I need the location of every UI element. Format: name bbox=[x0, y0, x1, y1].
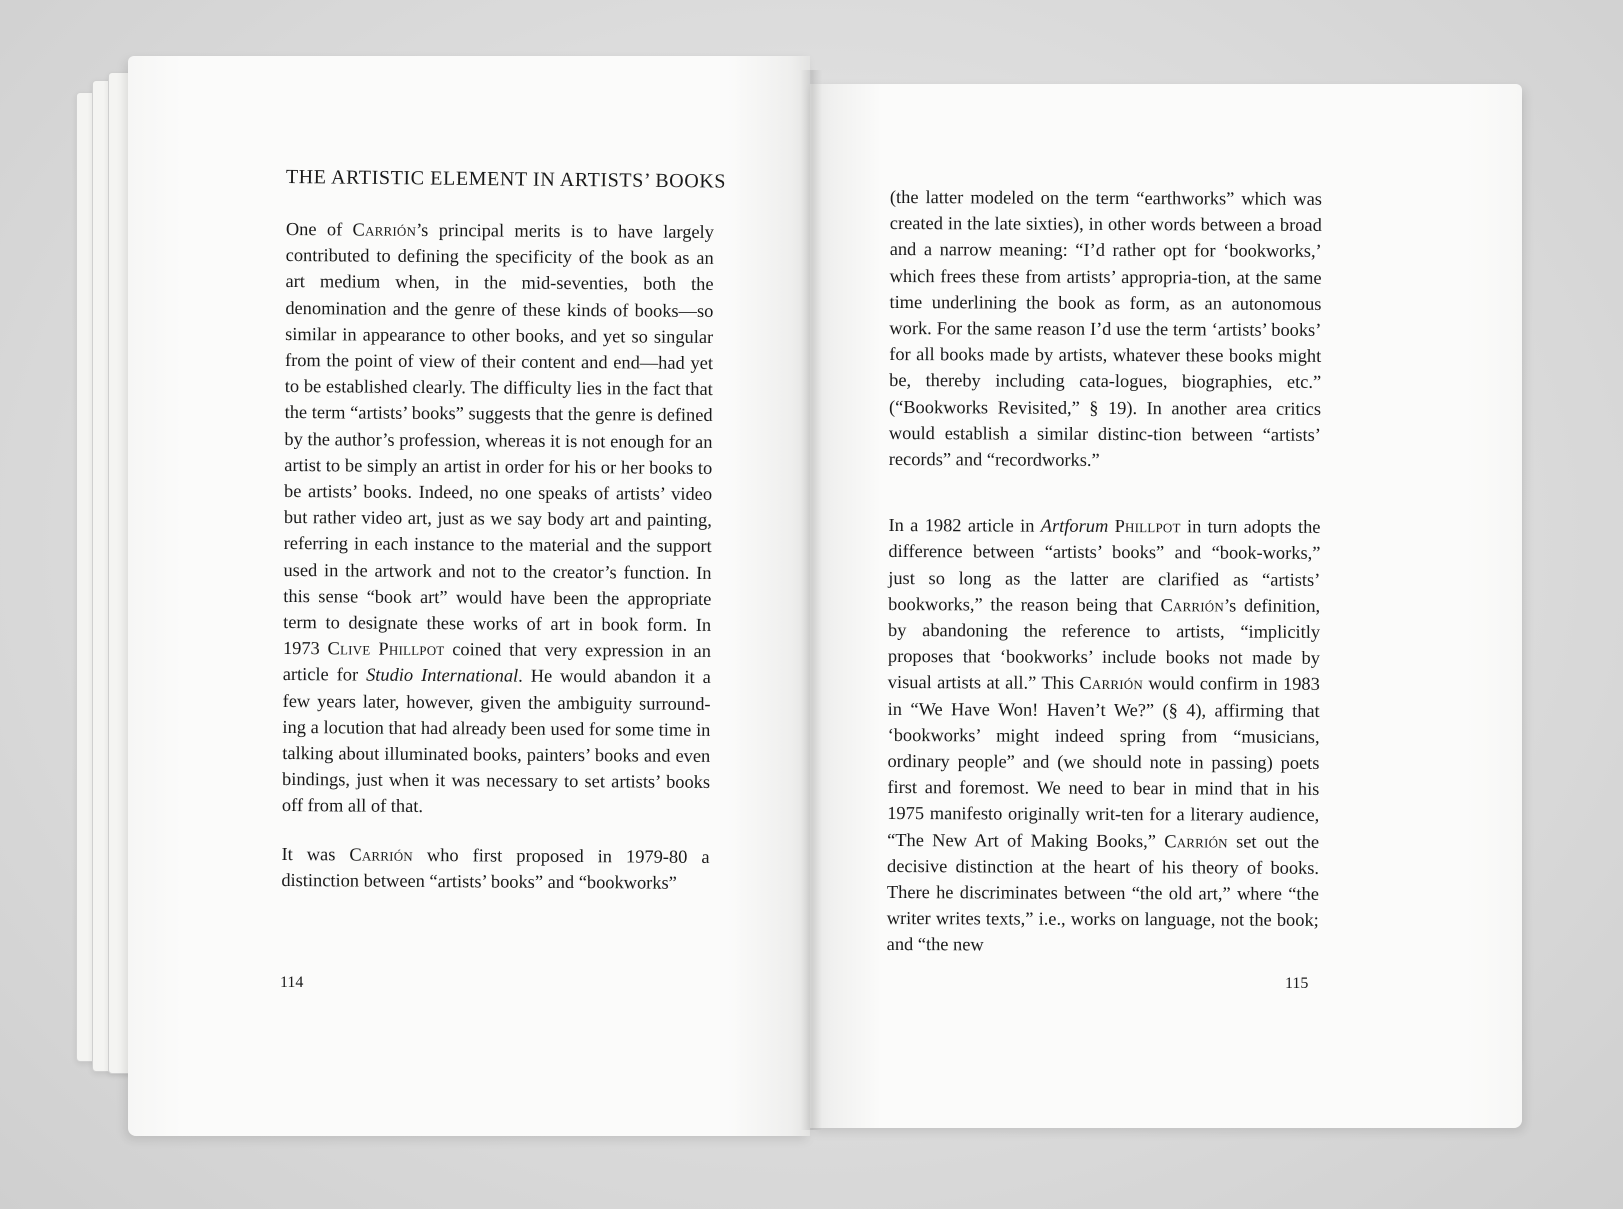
right-page bbox=[810, 84, 1522, 1128]
book-gutter bbox=[800, 70, 822, 1130]
paragraph bbox=[281, 841, 709, 896]
text-run: In a 1982 article in bbox=[888, 515, 1041, 536]
left-page bbox=[128, 56, 810, 1136]
running-head: THE ARTISTIC ELEMENT IN ARTISTS’ BOOKS bbox=[285, 166, 727, 193]
small-caps-name: Phillpot bbox=[1114, 516, 1181, 537]
paragraph bbox=[889, 184, 1322, 474]
paragraph bbox=[282, 216, 714, 822]
italic-title: Artforum bbox=[1040, 515, 1109, 537]
text-run: . He would abandon it a few years later, however, given the ambiguity surround-ing a locution that had already been used for some time in talking about illuminated books, painters’ books and even bindings, just when it was necessary to set artists’ books off from all of that. bbox=[281, 666, 711, 817]
text-run: (the latter modeled on the term “earthworks” which was created in the late sixties), in other words between a broad and a narrow meaning: “I’d rather opt for ‘bookworks,’ which frees these from artists’ appropria-tion, at the same time underlining the book as form, as an autonomous work. For the same reason I’d use the term ‘artists’ books’ for all books made by artists, whatever these books might be, thereby including cata-logues, biographies, etc.” (“Bookworks Revisited,” § 19). In another area critics would establish a similar distinc-tion between “artists’ records” and “recordworks.” bbox=[888, 186, 1322, 470]
small-caps-name: Clive Phillpot bbox=[327, 638, 445, 660]
text-run: in turn adopts the difference between “artists’ books” and “book-works,” just so long as the latter are clarified as “artists’ bookworks,” the reason being that bbox=[888, 516, 1321, 616]
small-caps-name: Carrión bbox=[349, 844, 414, 865]
text-run: coined that very expression in an article for bbox=[282, 639, 712, 686]
text-run: set out the decisive distinction at the heart of his theory of books. There he discriminates between “the old art,” where “the writer writes texts,” i.e., works on language, not the book; and “the new bbox=[886, 831, 1320, 955]
left-page-body bbox=[281, 216, 714, 896]
paragraph bbox=[887, 512, 1321, 959]
right-page-body bbox=[887, 184, 1322, 960]
text-run: would confirm in 1983 in “We Have Won! Haven’t We?” (§ 4), affirming that ‘bookworks’ might indeed spring from “musicians, ordinary people” and (we should note in passing) poets first and foremost. We need to bear in mind that in his 1975 manifesto originally writ-ten for a literary audience, “The New Art of Making Books,” bbox=[887, 673, 1320, 851]
text-run: ’s definition, by abandoning the reference to artists, “implicitly proposes that ‘bookworks’ include books not made by visual artists at all.” This bbox=[887, 595, 1321, 694]
italic-title: Studio International bbox=[366, 665, 519, 687]
small-caps-name: Carrión bbox=[352, 219, 417, 240]
text-run: It was bbox=[281, 843, 350, 865]
text-run: One of bbox=[285, 218, 353, 240]
small-caps-name: Carrión bbox=[1160, 595, 1225, 616]
small-caps-name: Carrión bbox=[1164, 830, 1228, 852]
text-run: ’s principal merits is to have largely contributed to defining the specificity of the book as an art medium when, in the mid-seventies, both the denomination and the genre of these kinds of books—so similar in appearance to other books, and yet so singular from the point of view of their content and end—had yet to be established clearly. The difficulty lies in the fact that the term “artists’ books” suggests that the genre is defined by the author’s profession, whereas it is not enough for an artist to be simply an artist in order for his or her books to be artists’ books. Indeed, no one speaks of artists’ video but rather video art, just as we say body art and painting, referring in each instance to the material and the support used in the artwork and not to the creator’s function. In this sense “book art” would have been the appropriate term to designate these works of art in book form. In 1973 bbox=[282, 219, 714, 659]
page-number: 114 bbox=[280, 974, 304, 991]
page-number: 115 bbox=[1285, 975, 1309, 992]
text-run: who first proposed in 1979-80 a distinction between “artists’ books” and “bookworks” bbox=[281, 844, 710, 893]
small-caps-name: Carrión bbox=[1079, 673, 1144, 694]
